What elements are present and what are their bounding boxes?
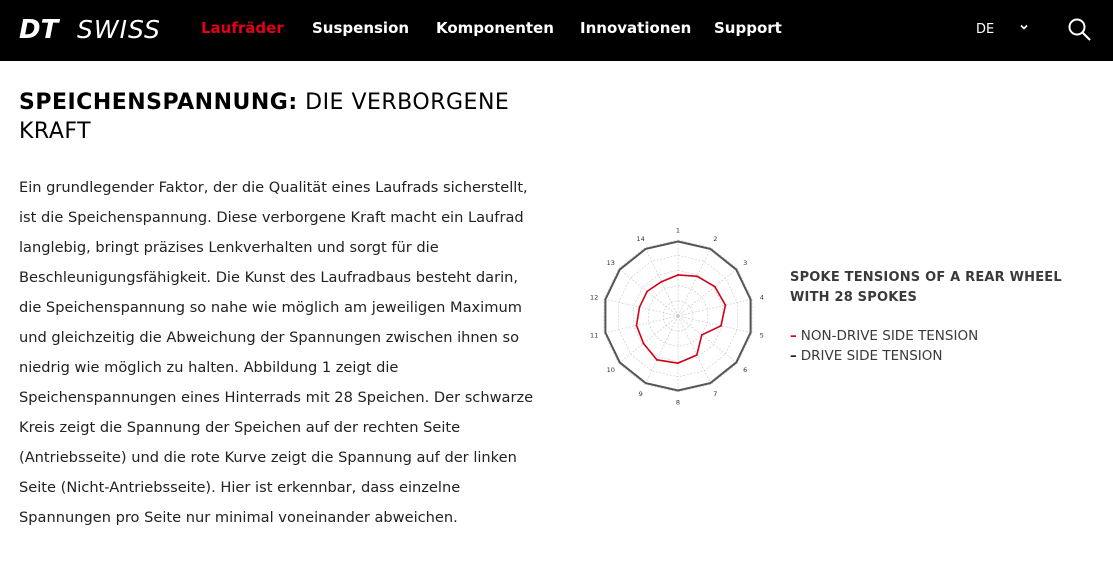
non-drive-side-point bbox=[656, 359, 658, 361]
radar-spoke-line bbox=[619, 269, 678, 316]
radar-spoke-label: 2 bbox=[713, 235, 718, 244]
language-selector[interactable]: DE bbox=[976, 22, 995, 37]
radar-spoke-line bbox=[604, 316, 678, 333]
non-drive-side-point bbox=[677, 274, 679, 276]
radar-spoke-label: 4 bbox=[759, 293, 764, 302]
drive-side-point bbox=[735, 362, 737, 364]
drive-side-point bbox=[750, 299, 752, 301]
article-paragraph: Ein grundlegender Faktor, der die Qualität eines Laufrads sicherstellt, ist die Speichenspannung. Diese verborgene Kraft macht ein Laufrad langlebig, bringt präzises Lenkverhalten und sorgt für die Beschleunigungsfähigkeit. Die Kunst des Laufradbaus besteht darin, die Speichenspannung so nahe wie möglich am jeweiligen Maximum und gleichzeitig die Abweichung der Spannungen zwischen ihnen so niedrig wie möglich zu halten. Abbildung 1 zeigt die Speichenspannungen eines Hinterrads mit 28 Speichen. Der schwarze Kreis zeigt die Spannung der Speichen auf der rechten Seite (Antriebsseite) und die rote Kurve zeigt die Spannung auf der linken Seite (Nicht-Antriebsseite). Hier ist erkennbar, dass einzelne Spannungen pro Seite nur minimal voneinander abweichen. bbox=[19, 179, 534, 526]
spoke-tension-radar-chart bbox=[585, 220, 775, 410]
radar-spoke-line bbox=[678, 299, 752, 316]
radar-spoke-line bbox=[678, 316, 752, 333]
drive-side-point bbox=[677, 390, 679, 392]
logo-text-bold: DT bbox=[19, 15, 59, 42]
figure-legend bbox=[790, 326, 1085, 366]
legend-label-drive: DRIVE SIDE TENSION bbox=[800, 348, 943, 364]
drive-side-point bbox=[619, 269, 621, 271]
radar-spoke-label: 5 bbox=[759, 331, 764, 340]
non-drive-side-point bbox=[701, 334, 703, 336]
radar-spoke-label: 13 bbox=[606, 258, 615, 267]
dt-swiss-logo[interactable] bbox=[19, 14, 165, 42]
radar-spoke-label: 9 bbox=[638, 389, 643, 398]
non-drive-side-point bbox=[696, 354, 698, 356]
nav-link-innovationen[interactable]: Innovationen bbox=[580, 19, 692, 37]
radar-spoke-label: 6 bbox=[743, 366, 748, 375]
non-drive-side-point bbox=[677, 362, 679, 364]
figure-title: SPOKE TENSIONS OF A REAR WHEEL WITH 28 SPOKES bbox=[790, 270, 1062, 305]
drive-side-point bbox=[604, 299, 606, 301]
non-drive-side-point bbox=[725, 304, 727, 306]
nav-link-support[interactable]: Support bbox=[714, 19, 782, 37]
legend-label-non-drive: NON-DRIVE SIDE TENSION bbox=[800, 328, 979, 344]
non-drive-side-series-line bbox=[637, 275, 726, 363]
chevron-down-icon[interactable] bbox=[1019, 22, 1029, 35]
radar-spoke-label: 8 bbox=[675, 398, 681, 407]
non-drive-side-point bbox=[639, 306, 641, 308]
drive-side-point bbox=[645, 248, 647, 250]
article-heading-light: DIE VERBORGENE KRAFT bbox=[19, 90, 510, 144]
nav-link-laufraeder[interactable]: Laufräder bbox=[201, 19, 284, 37]
spoke-tension-figure bbox=[585, 220, 1085, 410]
non-drive-side-point bbox=[661, 281, 663, 283]
non-drive-side-point bbox=[714, 286, 716, 288]
non-drive-side-point bbox=[696, 275, 698, 277]
radar-spoke-line bbox=[604, 299, 678, 316]
radar-spoke-label: 12 bbox=[590, 293, 599, 302]
non-drive-side-point bbox=[636, 325, 638, 327]
top-navigation-bar bbox=[0, 0, 1113, 61]
radar-spoke-label: 3 bbox=[743, 258, 748, 267]
drive-side-point bbox=[709, 248, 711, 250]
radar-spoke-label: 11 bbox=[590, 331, 599, 340]
search-icon[interactable] bbox=[1067, 17, 1091, 41]
drive-side-point bbox=[645, 382, 647, 384]
drive-side-point bbox=[709, 382, 711, 384]
radar-spoke-label: 1 bbox=[675, 226, 681, 235]
non-drive-side-point bbox=[720, 325, 722, 327]
radar-spoke-label: 14 bbox=[636, 235, 645, 244]
legend-item-drive bbox=[790, 346, 1085, 366]
drive-side-point bbox=[619, 362, 621, 364]
legend-dash-red: – bbox=[790, 328, 797, 344]
drive-side-point bbox=[735, 269, 737, 271]
radar-spoke-label: 7 bbox=[713, 389, 718, 398]
article-heading bbox=[19, 88, 539, 146]
drive-side-point bbox=[677, 241, 679, 243]
nav-link-komponenten[interactable]: Komponenten bbox=[436, 19, 554, 37]
non-drive-side-point bbox=[646, 290, 648, 292]
radar-spoke-label: 10 bbox=[606, 366, 615, 375]
logo-text-light: SWISS bbox=[77, 15, 161, 42]
article-heading-bold: SPEICHENSPANNUNG: bbox=[19, 90, 298, 115]
legend-item-non-drive bbox=[790, 326, 1085, 346]
drive-side-point bbox=[604, 332, 606, 334]
non-drive-side-point bbox=[643, 343, 645, 345]
nav-link-suspension[interactable]: Suspension bbox=[312, 19, 410, 37]
legend-dash-black: – bbox=[790, 348, 797, 364]
radar-spoke-line bbox=[619, 316, 678, 363]
drive-side-point bbox=[750, 332, 752, 334]
